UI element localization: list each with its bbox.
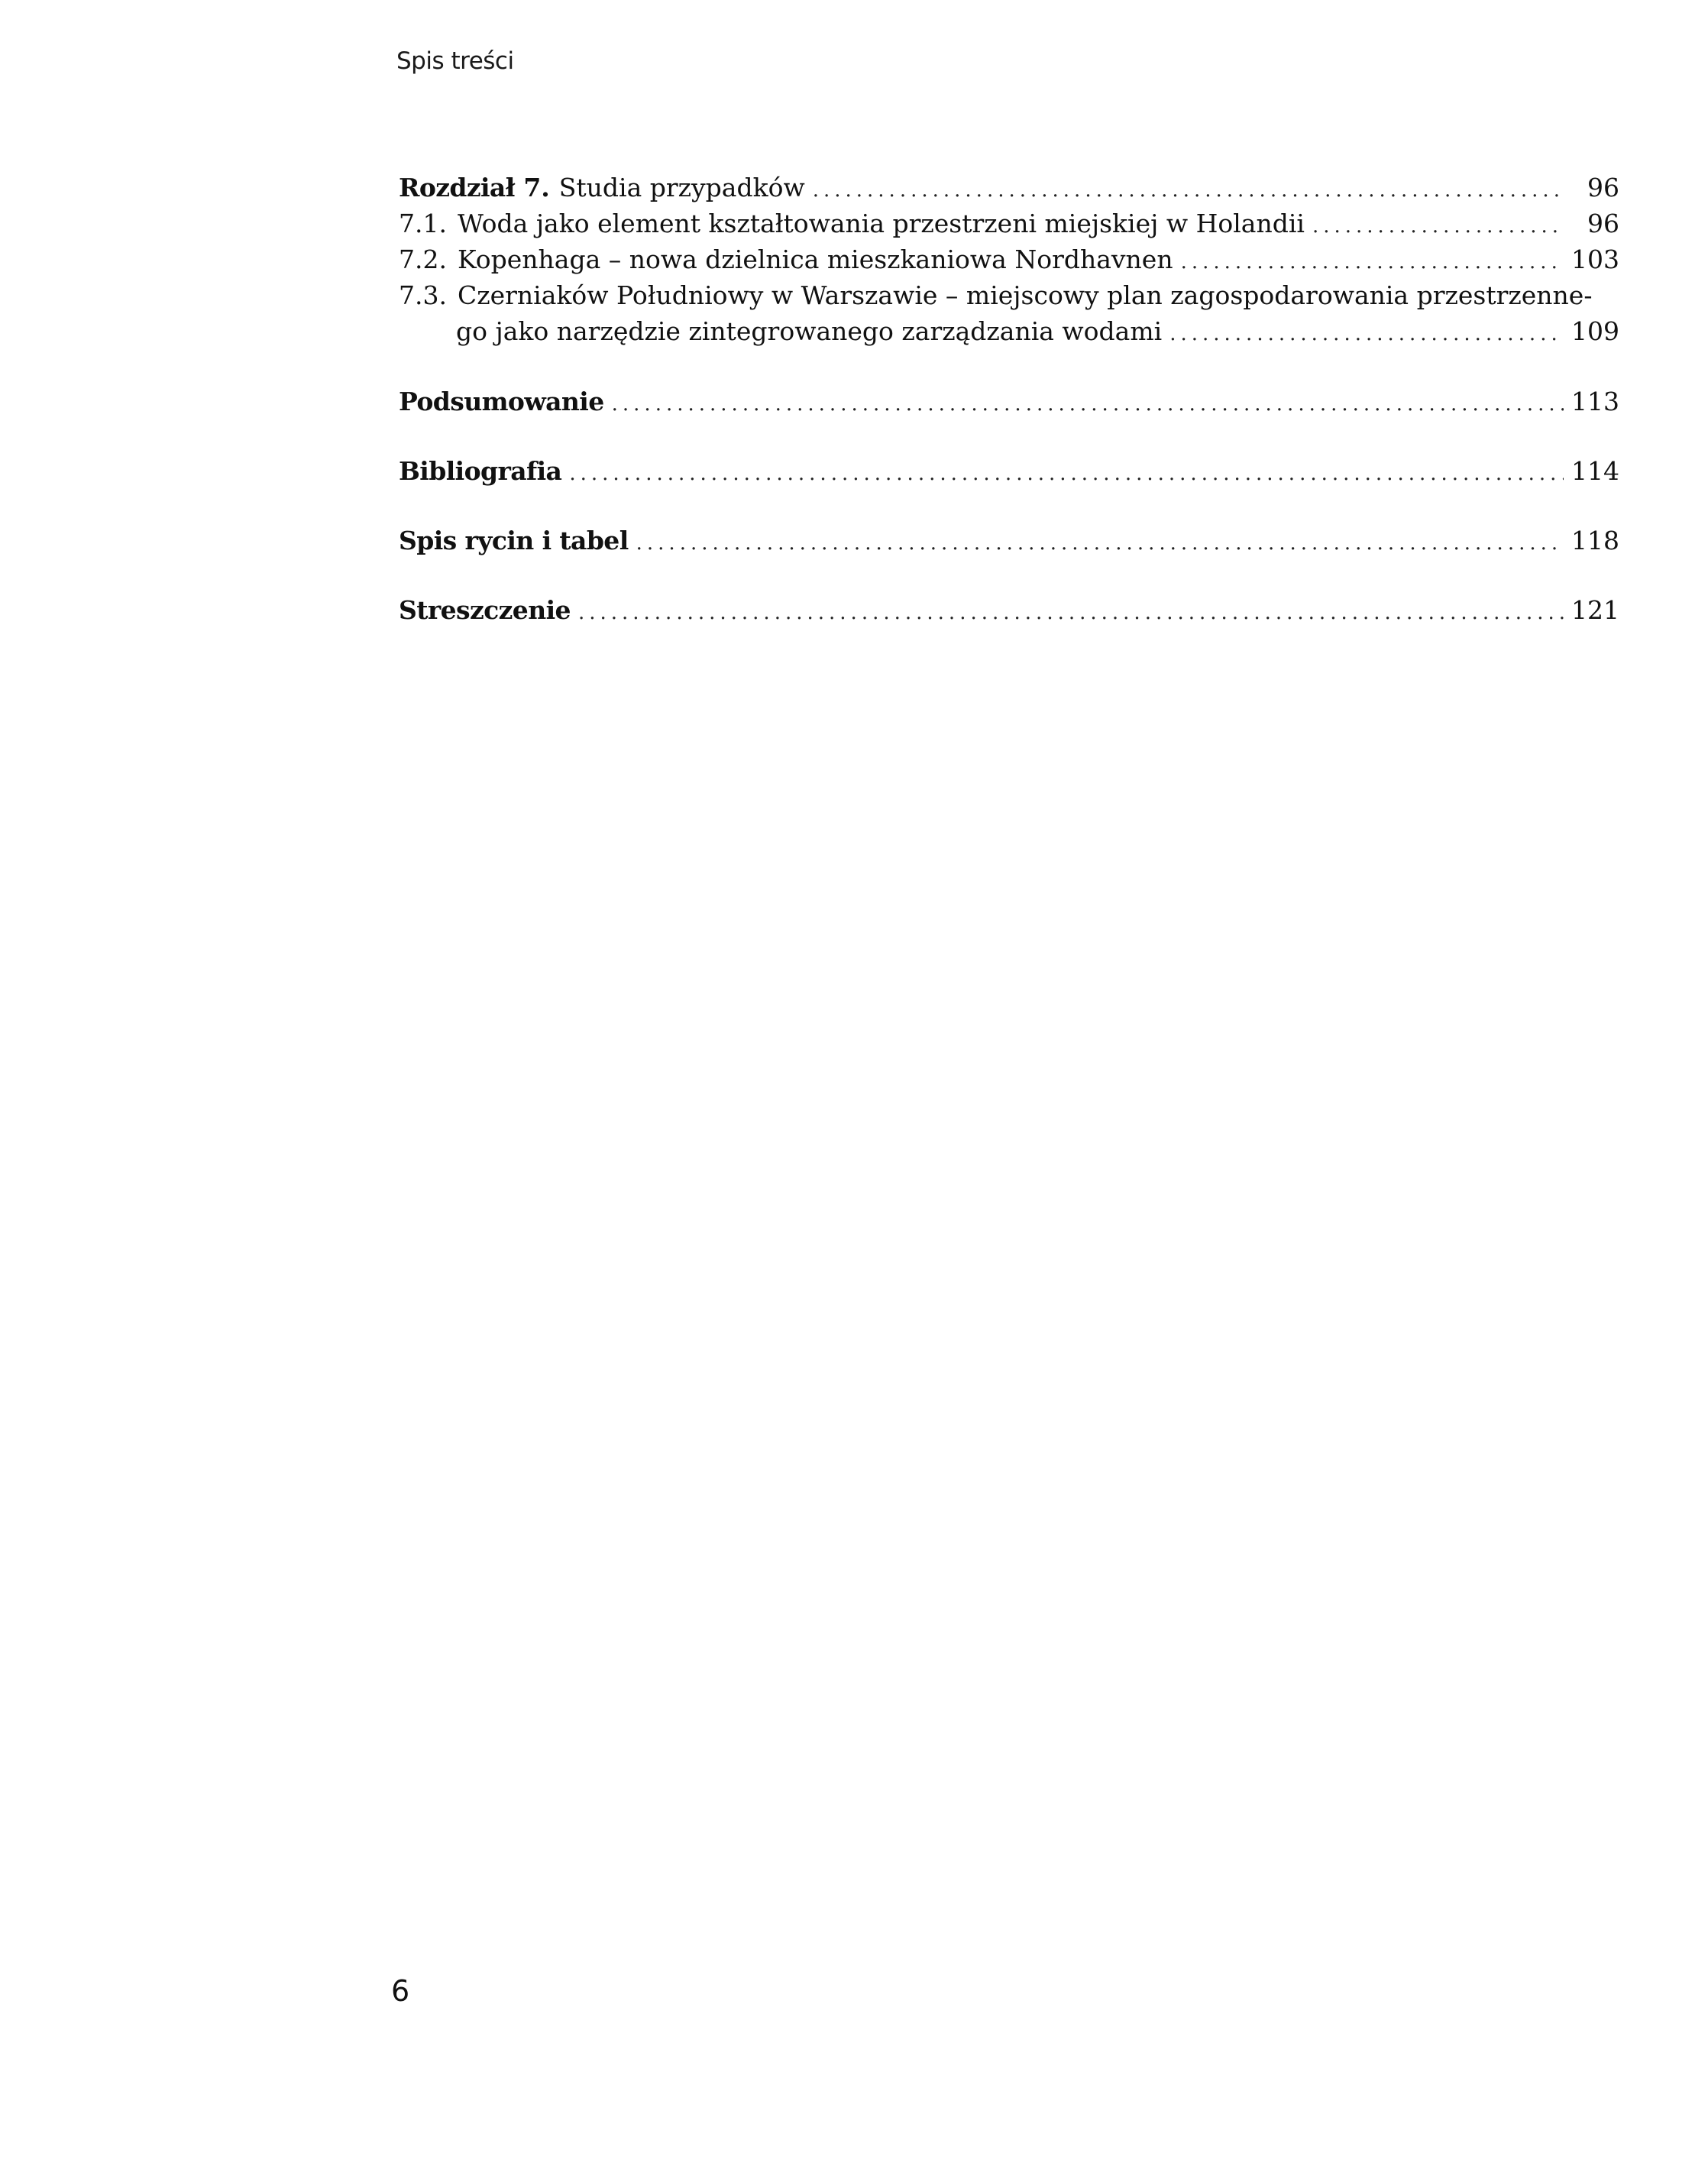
toc-streszczenie[interactable] [399,592,1619,628]
toc-section-7-3-line1[interactable] [399,277,1619,313]
section-number: 7.1. [399,209,447,238]
section-page: 96 [1587,209,1619,238]
backmatter-page: 118 [1571,526,1619,555]
spacer [399,419,1619,453]
spacer [399,558,1619,592]
toc-chapter-7[interactable] [399,170,1619,206]
section-title-line1: Czerniaków Południowy w Warszawie – miejscowy plan zagospodarowania przestrzenne- [457,280,1593,310]
backmatter-title: Bibliografia [399,456,562,486]
toc-podsumowanie[interactable] [399,384,1619,419]
toc-section-7-1[interactable] [399,206,1619,241]
spacer [399,349,1619,384]
leader-dots [612,387,1564,422]
backmatter-title: Streszczenie [399,595,571,625]
leader-dots [636,526,1564,562]
chapter-title: Studia przypadków [558,173,805,202]
leader-dots [1169,316,1564,352]
leader-dots [813,173,1564,209]
chapter-prefix: Rozdział [399,173,515,202]
chapter-number: 7. [523,173,550,202]
backmatter-page: 113 [1571,387,1619,416]
leader-dots [1181,244,1564,280]
toc-spis-rycin[interactable] [399,523,1619,558]
section-title: Kopenhaga – nowa dzielnica mieszkaniowa Nordhavnen [457,244,1173,274]
page-number: 6 [391,1974,410,2008]
toc-section-7-3-line2[interactable] [399,313,1619,349]
section-page: 103 [1571,244,1619,274]
toc-section-7-2[interactable] [399,241,1619,277]
backmatter-page: 121 [1571,595,1619,625]
backmatter-title: Podsumowanie [399,387,604,416]
section-number: 7.3. [399,280,447,310]
leader-dots [569,456,1564,492]
running-head-title: Spis treści [396,47,514,75]
section-title-line2: go jako narzędzie zintegrowanego zarządzania wodami [456,316,1163,346]
backmatter-page: 114 [1571,456,1619,486]
leader-dots [578,595,1564,631]
spacer [399,489,1619,523]
toc-bibliografia[interactable] [399,453,1619,489]
backmatter-title: Spis rycin i tabel [399,526,629,555]
section-number: 7.2. [399,244,447,274]
chapter-page: 96 [1587,173,1619,202]
table-of-contents [399,170,1619,628]
leader-dots [1312,209,1564,244]
section-page: 109 [1571,316,1619,346]
section-title: Woda jako element kształtowania przestrzeni miejskiej w Holandii [457,209,1305,238]
